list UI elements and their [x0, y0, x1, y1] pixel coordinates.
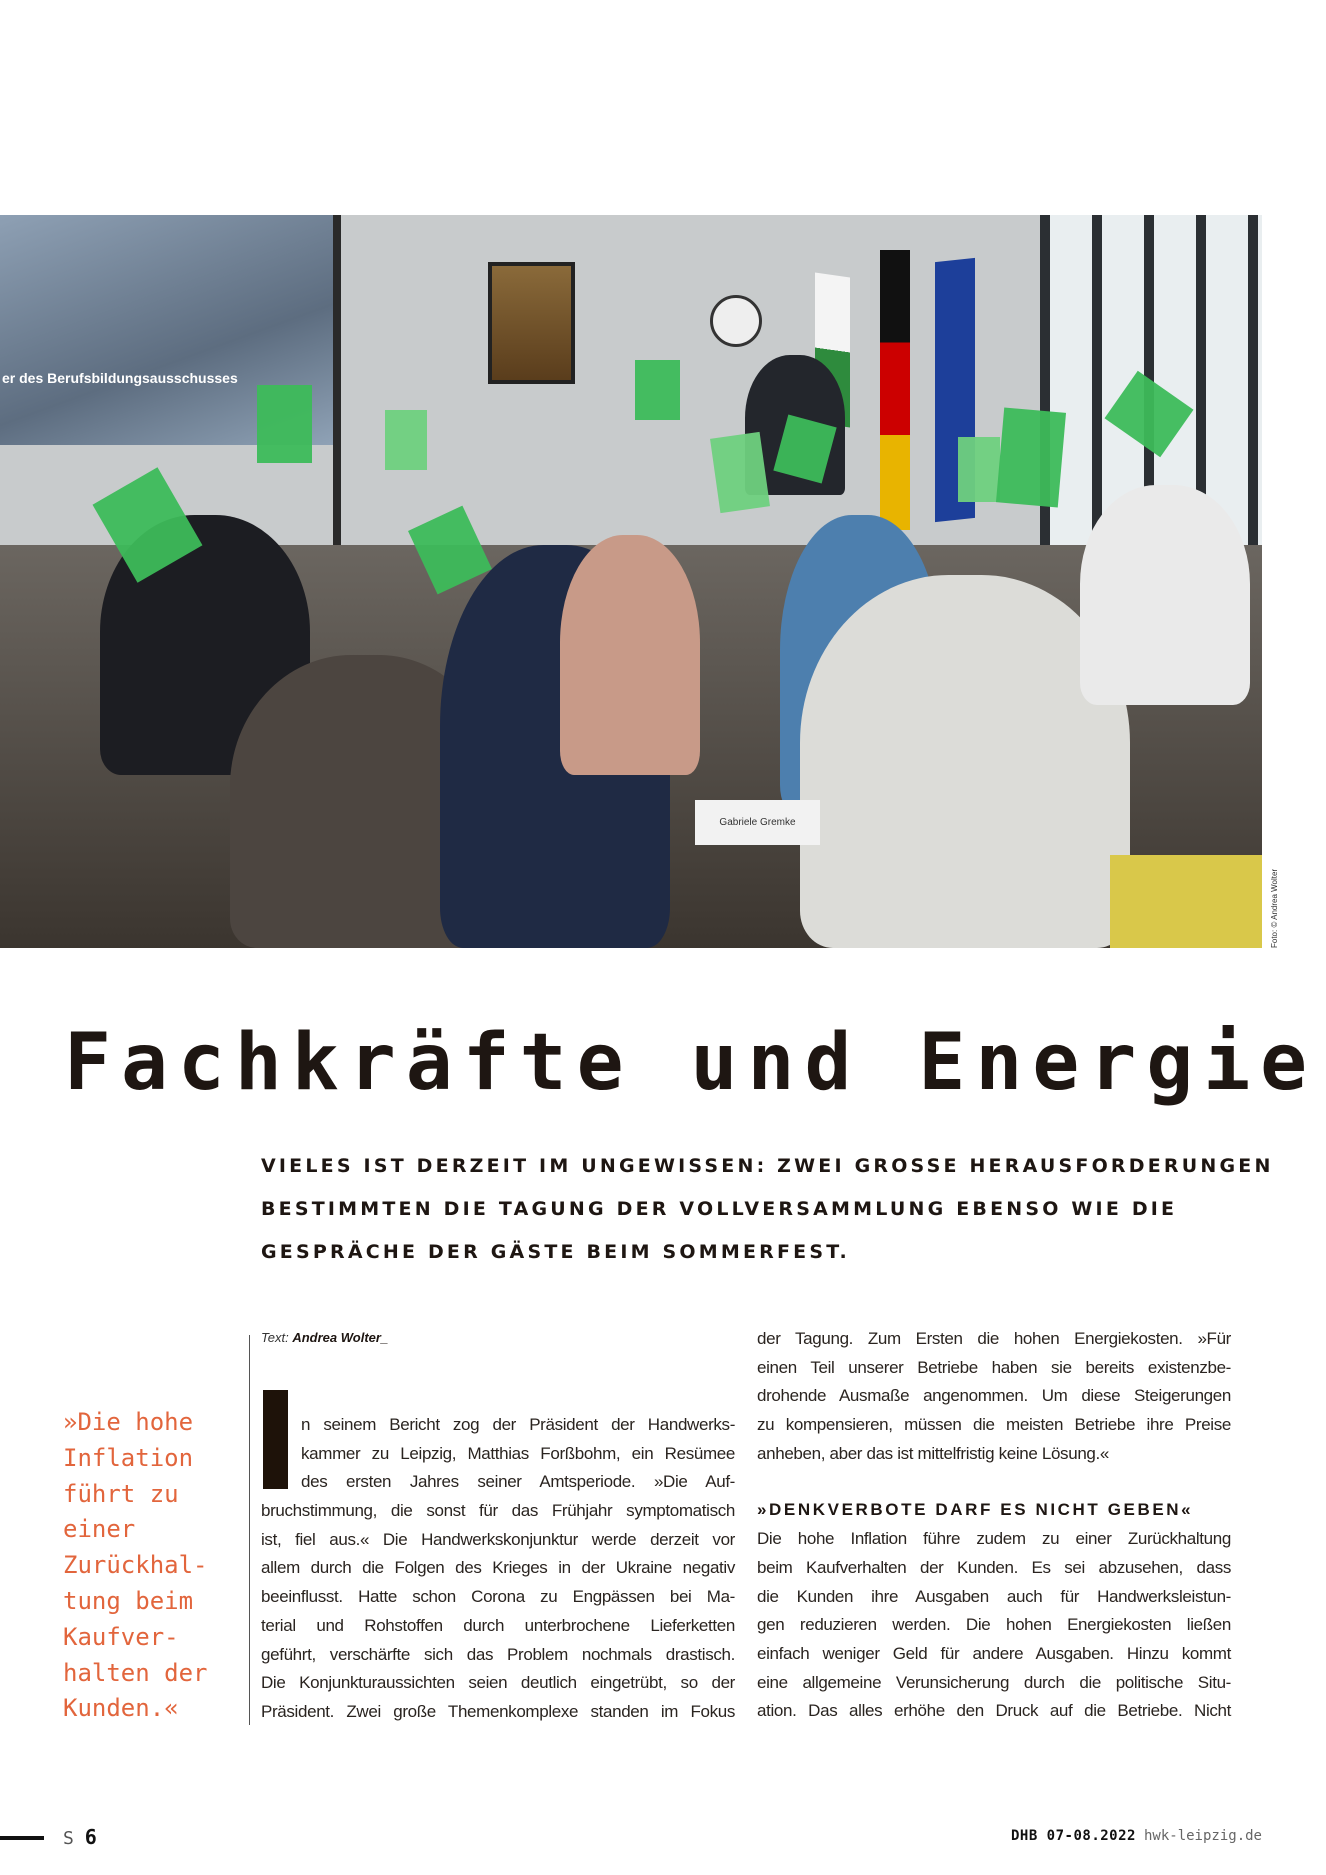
green-voting-card	[257, 385, 312, 463]
body-line: drohende Ausmaße angenommen. Um diese Steigerungen	[757, 1386, 1231, 1406]
byline	[261, 1330, 388, 1345]
pull-quote-line: Kunden.«	[63, 1694, 179, 1723]
green-voting-card	[635, 360, 680, 420]
article-title: Fachkräfte und Energie	[64, 1018, 1318, 1108]
green-voting-card	[710, 432, 770, 513]
body-line: allem durch die Folgen des Krieges in der Ukraine negativ	[261, 1558, 735, 1578]
body-line: anheben, aber das ist mittelfristig keine Lösung.«	[757, 1443, 1110, 1463]
body-line: kammer zu Leipzig, Matthias Forßbohm, ein Resümee	[301, 1443, 735, 1463]
body-line: terial und Rohstoffen durch unterbrochene Lieferketten	[261, 1615, 735, 1635]
body-line: die Kunden ihre Ausgaben auch für Handwerksleistun-	[757, 1586, 1231, 1606]
green-voting-card	[385, 410, 427, 470]
body-line: zu kompensieren, müssen die meisten Betriebe ihre Preise	[757, 1415, 1231, 1435]
byline-label: Text:	[261, 1330, 289, 1345]
pull-quote-line: halten der	[63, 1658, 208, 1687]
body-line: Die Konjunkturaussichten seien deutlich eingetrübt, so der	[261, 1673, 735, 1693]
page-number	[63, 1825, 97, 1849]
green-voting-card	[958, 437, 1000, 502]
page-number-value: 6	[84, 1825, 97, 1849]
page-prefix: S	[63, 1828, 74, 1849]
wall-frame	[488, 262, 575, 384]
article-lead	[261, 1145, 1274, 1274]
photo-credit: Foto: © Andrea Wolter	[1270, 868, 1279, 948]
person	[1080, 485, 1250, 705]
pull-quote-line: tung beim	[63, 1586, 194, 1615]
body-line: ist, fiel aus.« Die Handwerkskonjunktur werde derzeit vor	[261, 1529, 735, 1549]
body-line: beim Kaufverhalten der Kunden. Es sei abzusehen, dass	[757, 1557, 1231, 1577]
body-column-2	[757, 1325, 1231, 1726]
person	[560, 535, 700, 775]
byline-author: Andrea Wolter_	[292, 1330, 389, 1345]
lead-line: VIELES IST DERZEIT IM UNGEWISSEN: ZWEI GROSSE HERAUSFORDERUNGEN	[261, 1155, 1274, 1177]
lead-line: GESPRÄCHE DER GÄSTE BEIM SOMMERFEST.	[261, 1241, 850, 1263]
body-line: n seinem Bericht zog der Präsident der Handwerks-	[301, 1415, 735, 1434]
body-line: einfach weniger Geld für andere Ausgaben. Hinzu kommt	[757, 1643, 1231, 1663]
body-line: geführt, verschärfte sich das Problem nochmals drastisch.	[261, 1644, 735, 1664]
pull-quote-line: führt zu	[63, 1479, 179, 1508]
pull-quote-line: einer	[63, 1515, 136, 1544]
body-line: eine allgemeine Verunsicherung durch die politische Situ-	[757, 1672, 1231, 1692]
green-voting-card	[996, 407, 1066, 507]
issue-label: DHB 07-08.2022	[1010, 1828, 1136, 1844]
wall-clock	[710, 295, 762, 347]
body-line: gen reduzieren werden. Die hohen Energiekosten ließen	[757, 1615, 1231, 1635]
body-line: bruchstimmung, die sonst für das Frühjahr symptomatisch	[261, 1501, 735, 1521]
body-line: der Tagung. Zum Ersten die hohen Energiekosten. »Für	[757, 1329, 1231, 1348]
table	[1110, 855, 1262, 948]
column-divider	[249, 1335, 250, 1725]
pull-quote-line: Kaufver-	[63, 1622, 179, 1651]
footer-rule	[0, 1836, 44, 1840]
pull-quote-line: »Die hohe	[63, 1408, 194, 1436]
website-link[interactable]: hwk-leipzig.de	[1143, 1828, 1262, 1844]
pull-quote-line: Zurückhal-	[63, 1551, 208, 1580]
body-line: Präsident. Zwei große Themenkomplexe standen im Fokus	[261, 1701, 735, 1721]
body-line: des ersten Jahres seiner Amtsperiode. »Die Auf-	[301, 1472, 735, 1492]
body-column-1	[261, 1411, 735, 1727]
flag-germany	[880, 250, 910, 530]
subheading: »DENKVERBOTE DARF ES NICHT GEBEN«	[757, 1500, 1194, 1520]
body-line: ation. Das alles erhöhe den Druck auf die Betriebe. Nicht	[757, 1701, 1231, 1721]
body-line: Die hohe Inflation führe zudem zu einer Zurückhaltung	[757, 1529, 1231, 1549]
hero-photo	[0, 215, 1262, 948]
pull-quote-line: Inflation	[63, 1443, 194, 1472]
body-line: beeinflusst. Hatte schon Corona zu Engpässen bei Ma-	[261, 1587, 735, 1607]
lead-line: BESTIMMTEN DIE TAGUNG DER VOLLVERSAMMLUNG EBENSO WIE DIE	[261, 1198, 1178, 1220]
body-line: einen Teil unserer Betriebe haben sie bereits existenzbe-	[757, 1357, 1231, 1377]
name-card: Gabriele Gremke	[695, 800, 820, 845]
issue-info	[1011, 1827, 1262, 1844]
pull-quote	[63, 1405, 208, 1727]
screen-caption: er des Berufsbildungsausschusses	[2, 370, 238, 386]
